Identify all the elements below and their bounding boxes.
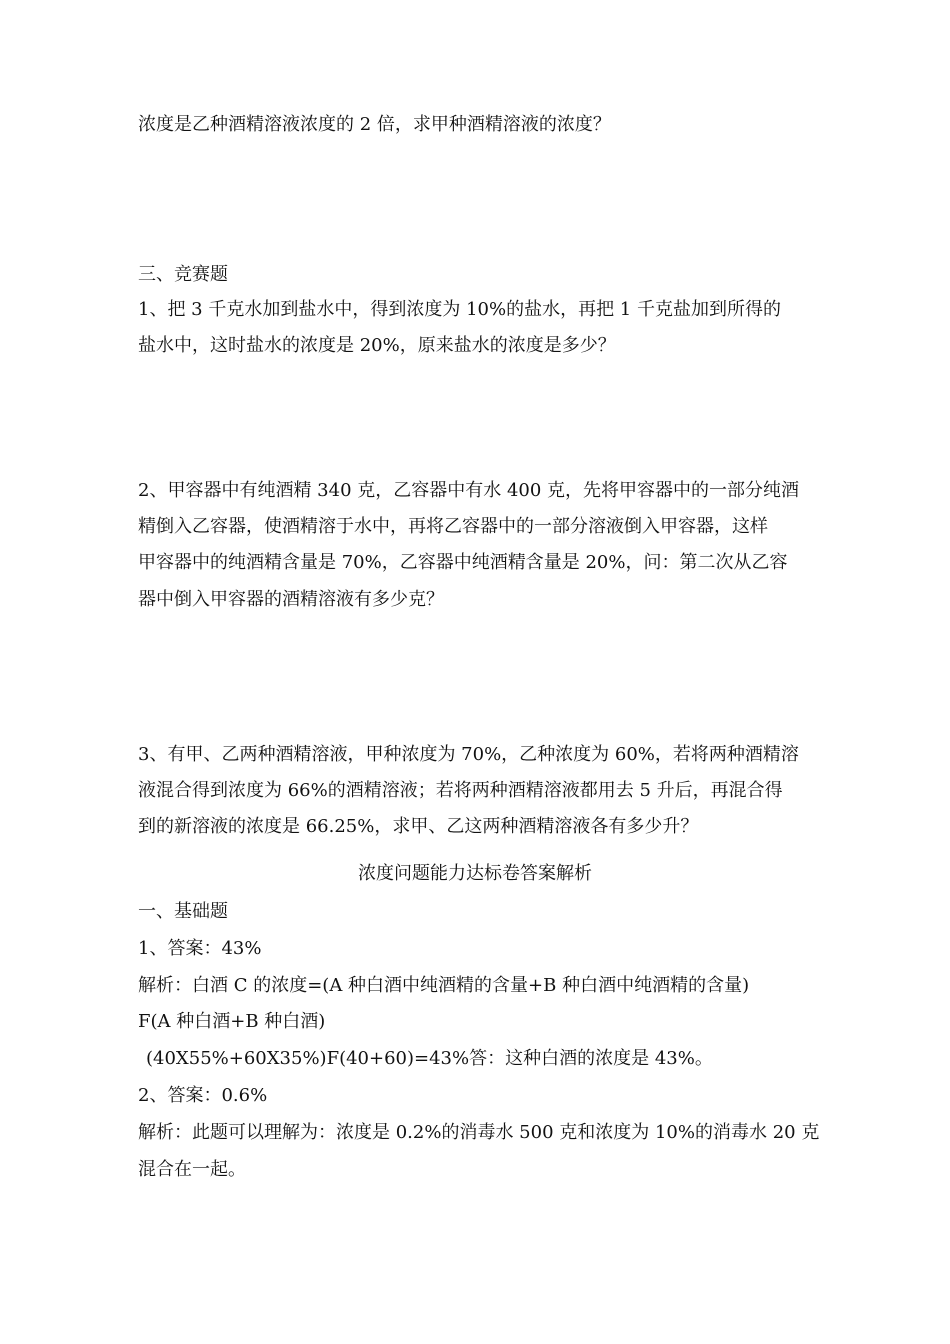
text-line: 解析：此题可以理解为：浓度是 0.2%的消毒水 500 克和浓度为 10%的消毒水 20 克 [138,1122,820,1143]
text-line: 器中倒入甲容器的酒精溶液有多少克？ [138,589,444,610]
text-line: 解析：白酒 C 的浓度=(A 种白酒中纯酒精的含量+B 种白酒中纯酒精的含量) [138,975,750,996]
text-line: 3、有甲、乙两种酒精溶液，甲种浓度为 70%，乙种浓度为 60%，若将两种酒精溶 [138,744,799,765]
text-line: 2、答案：0.6% [138,1085,268,1106]
section-heading: 一、基础题 [138,901,228,922]
text-line: 1、把 3 千克水加到盐水中，得到浓度为 10%的盐水，再把 1 千克盐加到所得的 [138,299,781,320]
text-line: 盐水中，这时盐水的浓度是 20%，原来盐水的浓度是多少？ [138,335,616,356]
text-line: 到的新溶液的浓度是 66.25%，求甲、乙这两种酒精溶液各有多少升？ [138,816,699,837]
text-line: 甲容器中的纯酒精含量是 70%，乙容器中纯酒精含量是 20%，问：第二次从乙容 [138,552,788,573]
answer-title: 浓度问题能力达标卷答案解析 [358,863,592,884]
text-line: 液混合得到浓度为 66%的酒精溶液；若将两种酒精溶液都用去 5 升后，再混合得 [138,780,783,801]
text-line: 浓度是乙种酒精溶液浓度的 2 倍，求甲种酒精溶液的浓度？ [138,114,611,135]
text-line: 精倒入乙容器，使酒精溶于水中，再将乙容器中的一部分溶液倒入甲容器，这样 [138,516,768,537]
text-line: 混合在一起。 [138,1159,246,1180]
text-line: F(A 种白酒+B 种白酒) [138,1011,326,1032]
text-line: (40X55%+60X35%)F(40+60)=43%答：这种白酒的浓度是 43%。 [146,1048,713,1069]
text-line: 1、答案：43% [138,938,262,959]
text-line: 2、甲容器中有纯酒精 340 克，乙容器中有水 400 克，先将甲容器中的一部分纯酒 [138,480,800,501]
section-heading: 三、竞赛题 [138,264,228,285]
